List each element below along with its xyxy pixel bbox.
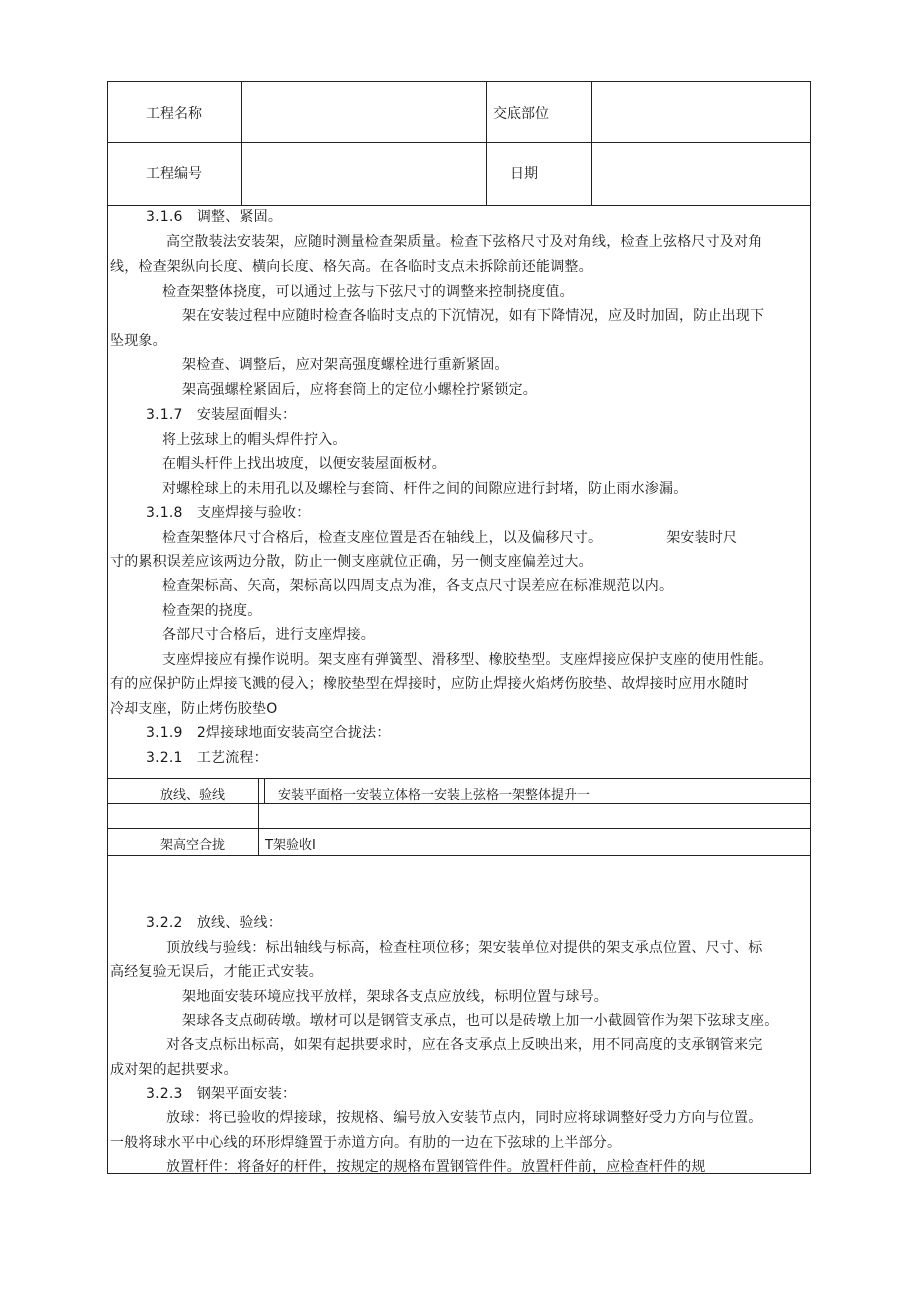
project-name-label: 工程名称 [146,106,202,122]
flow-col-divider [264,778,265,803]
col-divider [241,82,242,205]
paragraph-line: 对螺栓球上的未用孔以及螺栓与套筒、杆件之间的间隙应进行封堵，防止雨水渗漏。 [162,481,688,497]
flow-row-divider [108,803,810,804]
paragraph-line: 架检查、调整后，应对架高强度螺栓进行重新紧固。 [182,357,509,373]
section-heading-3-1-8: 3.1.8 支座焊接与验收： [146,505,311,521]
col-divider [591,82,592,205]
col-divider [486,82,487,205]
project-no-label: 工程编号 [146,166,202,182]
paragraph-line: 支座焊接应有操作说明。架支座有弹簧型、滑移型、橡胶垫型。支座焊接应保护支座的使用性能。 [162,652,773,668]
paragraph-line: 线，检查架纵向长度、横向长度、格矢高。在各临时支点未拆除前还能调整。 [110,259,593,275]
flow-col-divider [258,778,259,855]
paragraph-line: 一般将球水平中心线的环形焊缝置于赤道方向。有肋的一边在下弦球的上半部分。 [110,1135,622,1151]
section-heading-3-1-9: 3.1.9 2焊接球地面安装高空合拢法： [146,725,391,741]
paragraph-line: 寸的累积误差应该两边分散，防止一侧支座就位正确，另一侧支座偏差过大。 [110,554,593,570]
paragraph-line: 检查架标高、矢高，架标高以四周支点为准，各支点尺寸误差应在标准规范以内。 [162,578,674,594]
flow-row1-value: 安装平面格一安装立体格一安装上弦格一架整体提升一 [278,788,591,803]
paragraph-line: 架球各支点砌砖墩。墩材可以是钢管支承点，也可以是砖墩上加一小截圆管作为架下弦球支座。 [182,1013,779,1029]
paragraph-line: 高经复验无误后，才能正式安装。 [110,964,323,980]
flow-top-divider [108,778,810,779]
flow-row-divider [108,828,810,829]
paragraph-line: 各部尺寸合格后，进行支座焊接。 [162,627,375,643]
section-heading-3-2-3: 3.2.3 钢架平面安装： [146,1086,297,1102]
paragraph-line: 检查架的挠度。 [162,603,262,619]
paragraph-line: 有的应保护防止焊接飞溅的侵入；橡胶垫型在焊接时，应防止焊接火焰烤伤胶垫、故焊接时应用水随时 [110,676,749,692]
paragraph-line: 架在安装过程中应随时检查各临时支点的下沉情况，如有下降情况，应及时加固，防止出现下 [182,308,765,324]
section-heading-3-1-7: 3.1.7 安装屋面帽头： [146,407,297,423]
paragraph-line: 放球：将已验收的焊接球，按规格、编号放入安装节点内，同时应将球调整好受力方向与位置。 [166,1110,763,1126]
paragraph-line: 检查架整体挠度，可以通过上弦与下弦尺寸的调整来控制挠度值。 [162,284,574,300]
paragraph-line: 顶放线与验线：标出轴线与标高，检查柱项位移；架安装单位对提供的架支承点位置、尺寸、标 [166,940,763,956]
paragraph-line: 坠现象。 [110,333,167,349]
section-heading-3-2-1: 3.2.1 工艺流程： [146,750,268,766]
flow-row3-label: 架高空合拢 [160,838,226,853]
flow-row3-value: T架验收I [265,838,316,853]
paragraph-line: 对各支点标出标高，如架有起拱要求时，应在各支承点上反映出来，用不同高度的支承钢管来完 [166,1037,763,1053]
flow-row1-label: 放线、验线 [160,788,226,803]
paragraph-line: 架地面安装环境应找平放样，架球各支点应放线，标明位置与球号。 [182,989,608,1005]
row-divider [108,142,810,143]
paragraph-line: 架高强螺栓紧固后，应将套筒上的定位小螺栓拧紧锁定。 [182,382,537,398]
handover-part-label: 交底部位 [493,106,549,122]
paragraph-line: 冷却支座，防止烤伤胶垫O [110,701,278,717]
paragraph-line: 高空散装法安装架，应随时测量检查架质量。检查下弦格尺寸及对角线，检查上弦格尺寸及对角 [166,234,763,250]
section-heading-3-2-2: 3.2.2 放线、验线： [146,915,283,931]
date-label: 日期 [510,166,538,182]
paragraph-line: 检查架整体尺寸合格后，检查支座位置是否在轴线上，以及偏移尺寸。 架安装时尺 [162,530,738,546]
section-heading-3-1-6: 3.1.6 调整、紧固。 [146,209,283,225]
paragraph-line: 在帽头杆件上找出坡度，以便安装屋面板材。 [162,456,446,472]
paragraph-line: 成对架的起拱要求。 [110,1062,238,1078]
paragraph-line: 将上弦球上的帽头焊件拧入。 [162,432,347,448]
paragraph-line: 放置杆件：将备好的杆件，按规定的规格布置钢管件件。放置杆件前，应检查杆件的规 [166,1159,706,1175]
flow-bottom-divider [108,855,810,856]
